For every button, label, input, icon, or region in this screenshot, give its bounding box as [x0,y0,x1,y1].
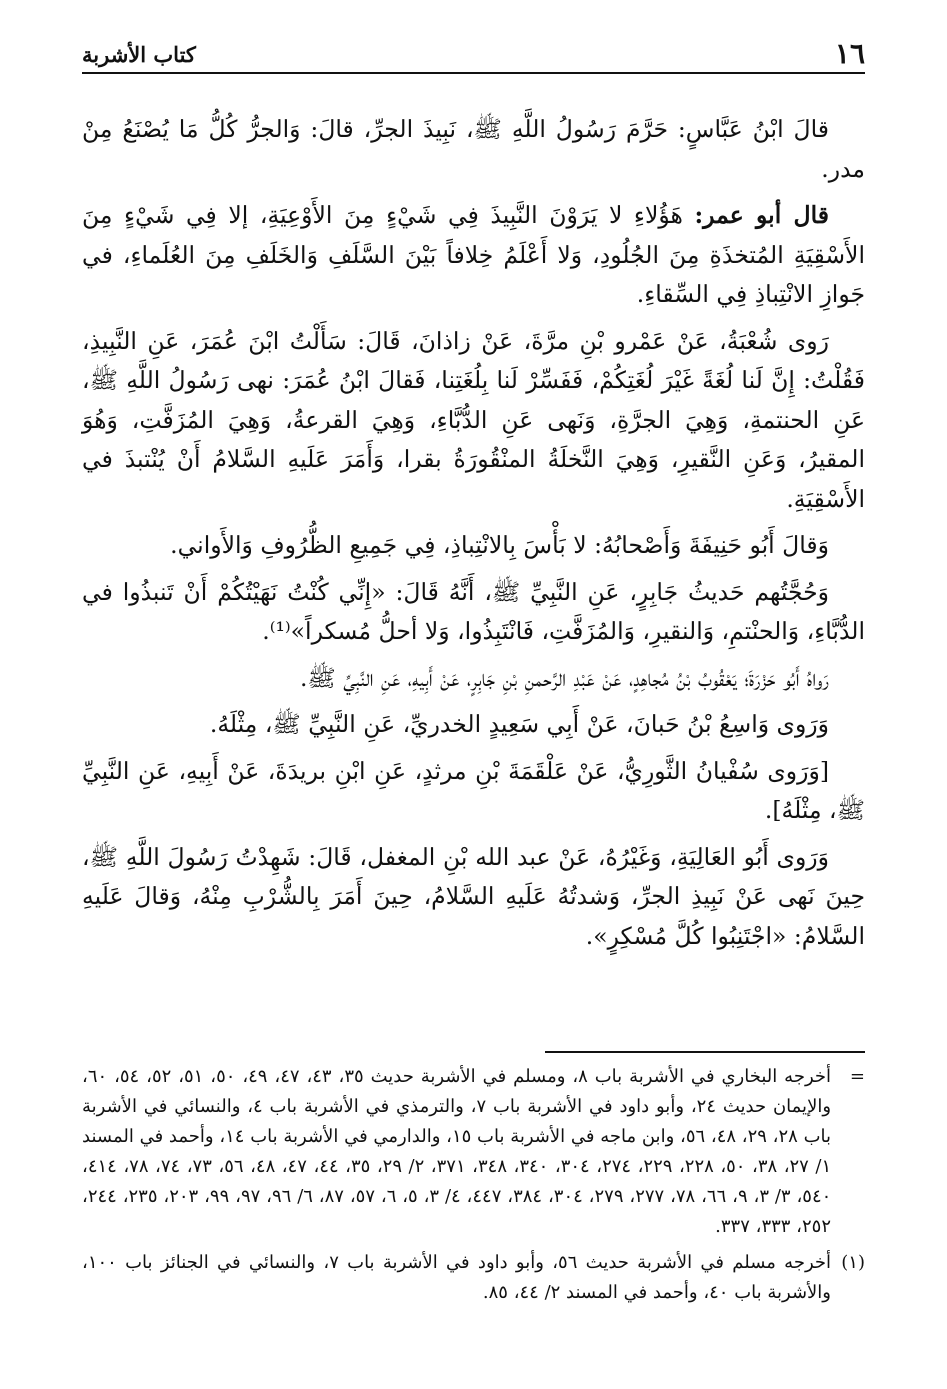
footnote-text: أخرجه مسلم في الأشربة حديث ٥٦، وأبو داود في الأشربة باب ٧، والنسائي في الجنائز باب ١٠٠، والأشربة باب ٤٠، وأحمد في المسند ٢/ ٤٤، ٨٥. [82,1252,832,1303]
page-header [82,34,865,74]
paragraph-abu-hanifa: وَقالَ أَبُو حَنِيفَةَ وَأَصْحابُهُ: لا بَأْسَ بِالانْتِباذِ، فِي جَمِيعِ الظُّرُوفِ وَالأَواني. [170,531,829,559]
footnote-marker: (١) [841,1252,865,1273]
footnote-marker: = [849,1066,865,1087]
paragraph-abu-hazra: رَواهُ أَبُو حَزْرَةَ؛ يَعْقُوبُ بْنُ مُجاهِدٍ، عَنْ عَبْدِ الرَّحمنِ بْنِ جَابِرٍ، عَنْ أَبِيهِ، عَنِ النَّبِيِّ ﷺ. [299,663,829,692]
book-title: كتاب الأشربة [82,42,196,67]
paragraph-ibn-abbas: قالَ ابْنُ عَبَّاسٍ: حَرَّمَ رَسُولُ اللَّهِ ﷺ، نَبِيذَ الجرِّ، قالَ: وَالجرُّ كُلُّ مَا يُصْنَعُ مِنْ مدر. [82,115,865,183]
paragraph-jabir: وَحُجَّتُهم حَديثُ جَابِرٍ، عَنِ النَّبِيِّ ﷺ، أَنَّهُ قَالَ: «إِنِّي كُنْتُ نَهَيْتُكُمْ أَنْ تَنبذُوا في الدُّبَّاءِ، وَالحنْتمِ، وَالنقيرِ، وَالمُزَفَّتِ، فَانْتَبِذُوا، وَلا أحلُّ مُسكراً»⁽¹⁾. [82,577,865,645]
paragraph-abu-aliya: وَرَوى أَبُو العَالِيَةِ، وَغَيْرُهُ، عَنْ عبد الله بْنِ المغفل، قَالَ: شَهِدْتُ رَسُولَ اللَّهِ ﷺ، حِينَ نَهى عَنْ نَبِيذِ الجرِّ، وَشدتُهُ عَلَيهِ السَّلامُ، حِينَ أَمَرَ بِالشُّرْبِ مِنْهُ، وَقالَ عَلَيهِ السَّلامُ: «اجْتَنِبُوا كُلَّ مُسْكِرٍ». [82,842,865,950]
paragraph-sufyan: [وَرَوى سُفْيانُ الثَّورِيُّ، عَنْ عَلْقَمَةَ بْنِ مرثدٍ، عَنِ ابْنِ بريدَةَ، عَنْ أَبِيهِ، عَنِ النَّبِيِّ ﷺ، مِثْلَهُ]. [82,756,865,824]
paragraph-wasi: وَرَوى وَاسِعُ بْنُ حَبانَ، عَنْ أَبِي سَعِيدٍ الخدريِّ، عَنِ النَّبِيِّ ﷺ، مِثْلَهُ. [209,710,829,738]
footnotes [82,1062,865,1314]
footnote-divider [545,1051,865,1053]
paragraph-shuba: رَوى شُعْبَةُ، عَنْ عَمْرو بْنِ مرَّةَ، عَنْ زاذانَ، قَالَ: سَأَلْتُ ابْنَ عُمَرَ، عَنِ النَّبِيذِ، فَقُلْتُ: إِنَّ لَنا لُغَةً غَيْرَ لُغَتِكُمْ، فَفَسِّرْ لَنا بِلُغَتِنا، فَقالَ ابْنُ عُمَرَ: نهى رَسُولُ اللَّهِ ﷺ، عَنِ الحنتمةِ، وَهِيَ الجرَّةِ، وَنَهى عَنِ الدُّبَّاءِ، وَهِيَ القرعةُ، وَهِيَ المُزَفَّتِ، وَهُوَ المقيرُ، وَعَنِ النَّقيرِ، وَهِيَ النَّخلَةُ المنْقُورَةُ بقرا، وَأَمَرَ عَلَيهِ السَّلامُ أَنْ يُنْتبذَ في الأَسْقِيَةِ. [82,326,865,513]
footnote-1 [82,1248,865,1308]
main-text [82,110,865,956]
paragraph-abu-umar-text: هَؤُلاءِ لا يَرَوْنَ النَّبِيذَ فِي شَيْءٍ مِنَ الأَوْعِيَةِ، إلا فِي شَيْءٍ مِنَ الأَسْقِيَةِ المُتخذَةِ مِنَ الجُلُودِ، وَلا أَعْلَمُ خِلافاً بَيْنَ السَّلَفِ وَالخَلَفِ مِنَ العُلَماءِ، في جَوازِ الانْتِباذِ فِي السِّقاءِ. [82,201,865,308]
paragraph-lead: قال أبو عمر: [694,201,829,229]
footnote-text: أخرجه البخاري في الأشربة باب ٨، ومسلم في الأشربة حديث ٣٥، ٤٣، ٤٧، ٤٩، ٥٠، ٥١، ٥٢، ٥٤، ٦٠، والإيمان حديث ٢٤، وأبو داود في الأشربة باب ٧، والترمذي في الأشربة باب ٤، والنسائي في الأشربة باب ٢٨، ٢٩، ٤٨، ٥٦، وابن ماجه في الأشربة باب ١٥، والدارمي في الأشربة باب ١٤، وأحمد في المسند ١/ ٢٧، ٣٨، ٥٠، ٢٢٨، ٢٢٩، ٢٧٤، ٣٠٤، ٣٤٠، ٣٤٨، ٣٧١، ٢/ ٢٩، ٣٥، ٤٤، ٤٧، ٤٨، ٥٦، ٧٣، ٧٤، ٧٨، ٤١٤، ٥٤٠، ٣/ ٣، ٩، ٦٦، ٧٨، ٢٧٧، ٢٧٩، ٣٠٤، ٣٨٤، ٤٤٧، ٤/ ٣، ٥، ٦، ٥٧، ٨٧، ٦/ ٩٦، ٩٧، ٩٩، ٢٠٣، ٢٣٥، ٢٤٤، ٢٥٢، ٣٣٣، ٣٣٧. [82,1066,832,1237]
paragraph-abu-umar [82,196,865,315]
header-divider [82,72,865,74]
page-number: ١٦ [834,37,865,70]
footnote-continued [82,1062,865,1242]
